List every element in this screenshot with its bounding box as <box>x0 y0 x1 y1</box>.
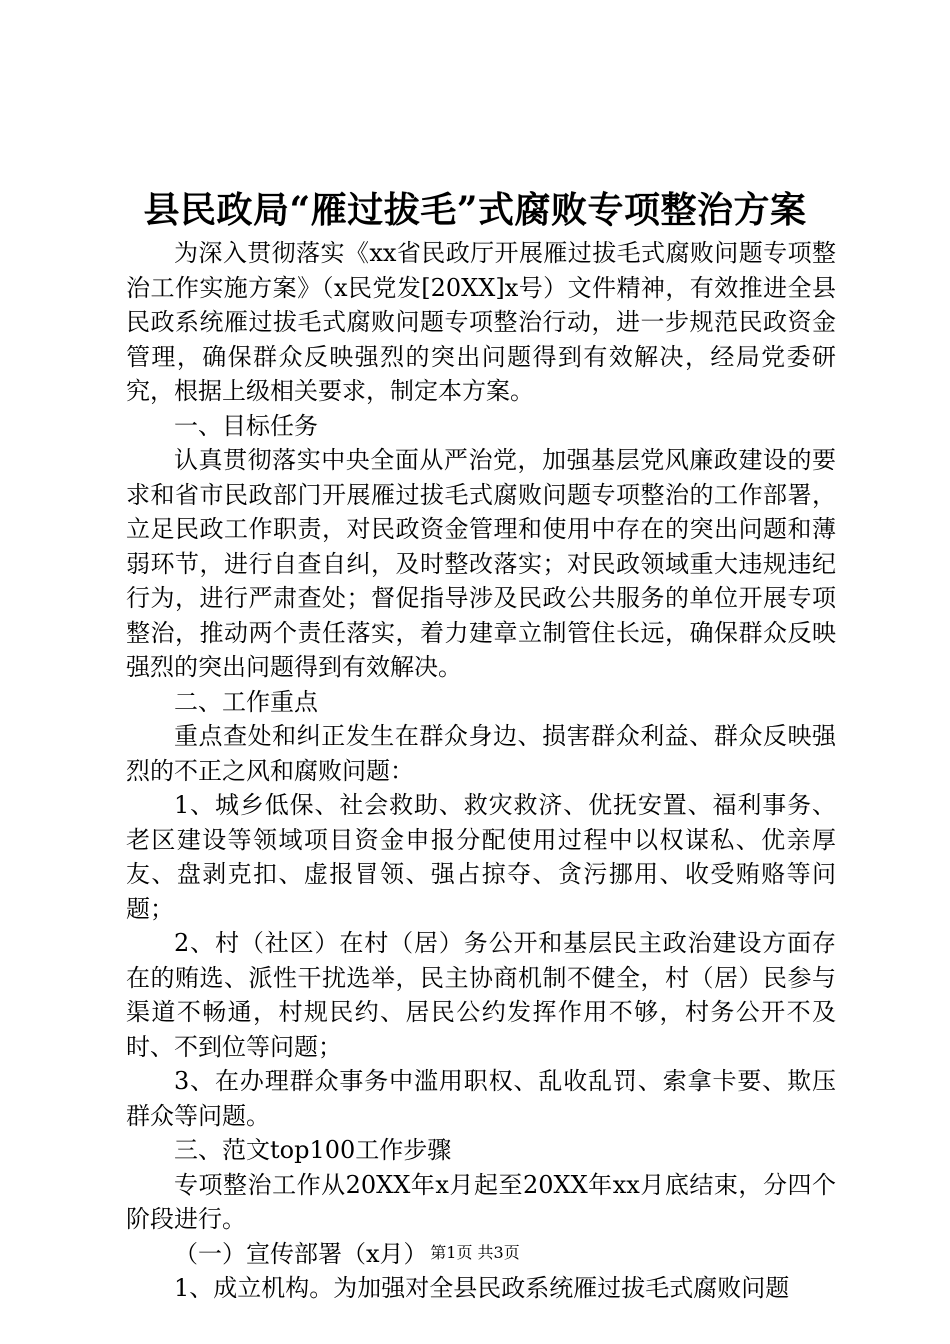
focus-item-3: 3、在办理群众事务中滥用职权、乱收乱罚、索拿卡要、欺压群众等问题。 <box>126 1067 836 1130</box>
focus-item-2: 2、村（社区）在村（居）务公开和基层民主政治建设方面存在的贿选、派性干扰选举，民主协商机制不健全，村（居）民参与渠道不畅通，村规民约、居民公约发挥作用不够，村务公开不及时、不到位等问题； <box>126 929 836 1061</box>
focus-item-1: 1、城乡低保、社会救助、救灾救济、优抚安置、福利事务、老区建设等领域项目资金申报分配使用过程中以权谋私、优亲厚友、盘剥克扣、虚报冒领、强占掠夺、贪污挪用、收受贿赂等问题； <box>126 791 836 923</box>
page-footer: 第1页 共3页 <box>430 1243 520 1262</box>
section-heading-goals: 一、目标任务 <box>174 411 318 440</box>
document-title: 县民政局“雁过拔毛”式腐败专项整治方案 <box>143 189 807 231</box>
publicity-item-1: 1、成立机构。为加强对全县民政系统雁过拔毛式腐败问题 <box>174 1274 790 1302</box>
section-heading-focus: 二、工作重点 <box>174 687 318 716</box>
intro-paragraph: 为深入贯彻落实《xx省民政厅开展雁过拔毛式腐败问题专项整治工作实施方案》（x民党发[20XX]x号）文件精神，有效推进全县民政系统雁过拔毛式腐败问题专项整治行动，进一步规范民政资金管理，确保群众反映强烈的突出问题得到有效解决，经局党委研究，根据上级相关要求，制定本方案。 <box>126 239 836 405</box>
goals-paragraph: 认真贯彻落实中央全面从严治党，加强基层党风廉政建设的要求和省市民政部门开展雁过拔毛式腐败问题专项整治的工作部署，立足民政工作职责，对民政资金管理和使用中存在的突出问题和薄弱环节，进行自查自纠，及时整改落实；对民政领域重大违规违纪行为，进行严肃查处；督促指导涉及民政公共服务的单位开展专项整治，推动两个责任落实，着力建章立制管住长远，确保群众反映强烈的突出问题得到有效解决。 <box>126 446 836 681</box>
document-body <box>126 236 836 1306</box>
focus-paragraph: 重点查处和纠正发生在群众身边、损害群众利益、群众反映强烈的不正之风和腐败问题： <box>126 722 836 785</box>
steps-paragraph: 专项整治工作从20XX年x月起至20XX年xx月底结束，分四个阶段进行。 <box>126 1170 836 1233</box>
subsection-heading-publicity: （一）宣传部署（x月） <box>174 1239 428 1268</box>
section-heading-steps: 三、范文top100工作步骤 <box>174 1136 452 1164</box>
